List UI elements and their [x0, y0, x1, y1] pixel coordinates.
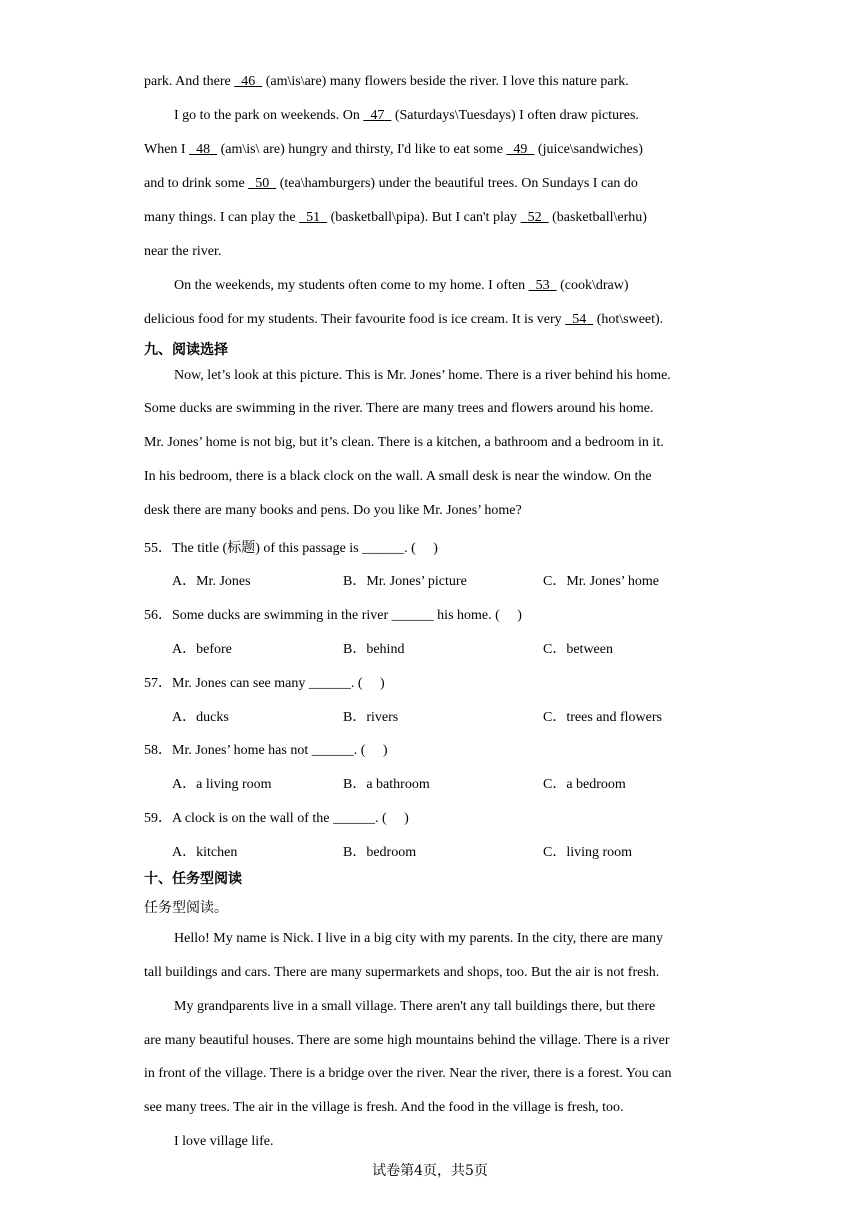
section-10-line-6: see many trees. The air in the village is fresh. And the food in the village is fresh, too.: [144, 1100, 624, 1115]
question-59: 59．A clock is on the wall of the ______. ( ): [144, 811, 409, 826]
option-56-b[interactable]: B．behind: [343, 642, 405, 657]
section-10-line-4: are many beautiful houses. There are some high mountains behind the village. There is a river: [144, 1033, 670, 1048]
passage-line-3: When I 48 (am\is\ are) hungry and thirsty, I'd like to eat some 49 (juice\sandwiches): [144, 142, 643, 157]
option-56-a[interactable]: A．before: [172, 642, 232, 657]
question-57: 57．Mr. Jones can see many ______. ( ): [144, 676, 385, 691]
option-57-b[interactable]: B．rivers: [343, 710, 399, 725]
option-58-a[interactable]: A．a living room: [172, 777, 272, 792]
question-55: 55．The title (标题) of this passage is ______. ( ): [144, 541, 438, 556]
section-9-line-2: Some ducks are swimming in the river. There are many trees and flowers around his home.: [144, 401, 654, 416]
question-56: 56．Some ducks are swimming in the river ______ his home. ( ): [144, 608, 522, 623]
passage-line-1: park. And there 46 (am\is\are) many flowers beside the river. I love this nature park.: [144, 74, 629, 89]
blank-51[interactable]: 51: [306, 210, 321, 225]
option-56-c[interactable]: C．between: [543, 642, 613, 657]
section-9-line-1: Now, let’s look at this picture. This is Mr. Jones’ home. There is a river behind his home.: [174, 368, 671, 383]
blank-49[interactable]: 49: [513, 142, 528, 157]
section-10-line-3: My grandparents live in a small village. There aren't any tall buildings there, but there: [174, 999, 656, 1014]
option-58-b[interactable]: B．a bathroom: [343, 777, 430, 792]
option-59-b[interactable]: B．bedroom: [343, 845, 417, 860]
blank-48[interactable]: 48: [196, 142, 211, 157]
passage-line-7: On the weekends, my students often come to my home. I often 53 (cook\draw): [174, 278, 629, 293]
section-10-subheading: 任务型阅读。: [144, 900, 228, 916]
section-9-line-5: desk there are many books and pens. Do you like Mr. Jones’ home?: [144, 503, 522, 518]
section-10-heading: 十、任务型阅读: [144, 871, 242, 887]
section-10-line-2: tall buildings and cars. There are many supermarkets and shops, too. But the air is not fresh.: [144, 965, 660, 980]
question-58: 58．Mr. Jones’ home has not ______. ( ): [144, 743, 388, 758]
section-10-line-1: Hello! My name is Nick. I live in a big city with my parents. In the city, there are many: [174, 931, 663, 946]
blank-47[interactable]: 47: [370, 108, 385, 123]
option-57-a[interactable]: A．ducks: [172, 710, 229, 725]
option-59-a[interactable]: A．kitchen: [172, 845, 238, 860]
passage-line-2: I go to the park on weekends. On 47 (Saturdays\Tuesdays) I often draw pictures.: [174, 108, 639, 123]
blank-52[interactable]: 52: [527, 210, 542, 225]
blank-53[interactable]: 53: [535, 278, 550, 293]
blank-46[interactable]: 46: [241, 74, 256, 89]
option-55-a[interactable]: A．Mr. Jones: [172, 574, 251, 589]
option-59-c[interactable]: C．living room: [543, 845, 633, 860]
section-9-line-3: Mr. Jones’ home is not big, but it’s clean. There is a kitchen, a bathroom and a bedroom in it.: [144, 435, 664, 450]
option-55-c[interactable]: C．Mr. Jones’ home: [543, 574, 660, 589]
passage-line-8: delicious food for my students. Their favourite food is ice cream. It is very 54 (hot\sweet).: [144, 312, 664, 327]
page-footer: 试卷第4页，共5页: [372, 1163, 488, 1179]
option-58-c[interactable]: C．a bedroom: [543, 777, 626, 792]
section-9-heading: 九、阅读选择: [144, 342, 228, 358]
passage-line-5: many things. I can play the 51 (basketball\pipa). But I can't play 52 (basketball\erhu): [144, 210, 647, 225]
option-55-b[interactable]: B．Mr. Jones’ picture: [343, 574, 467, 589]
section-9-line-4: In his bedroom, there is a black clock on the wall. A small desk is near the window. On the: [144, 469, 652, 484]
section-10-line-5: in front of the village. There is a bridge over the river. Near the river, there is a forest. You can: [144, 1066, 672, 1081]
blank-50[interactable]: 50: [255, 176, 270, 191]
blank-54[interactable]: 54: [572, 312, 587, 327]
section-10-line-7: I love village life.: [174, 1134, 274, 1149]
option-57-c[interactable]: C．trees and flowers: [543, 710, 662, 725]
passage-line-6: near the river.: [144, 244, 222, 259]
passage-line-4: and to drink some 50 (tea\hamburgers) under the beautiful trees. On Sundays I can do: [144, 176, 638, 191]
